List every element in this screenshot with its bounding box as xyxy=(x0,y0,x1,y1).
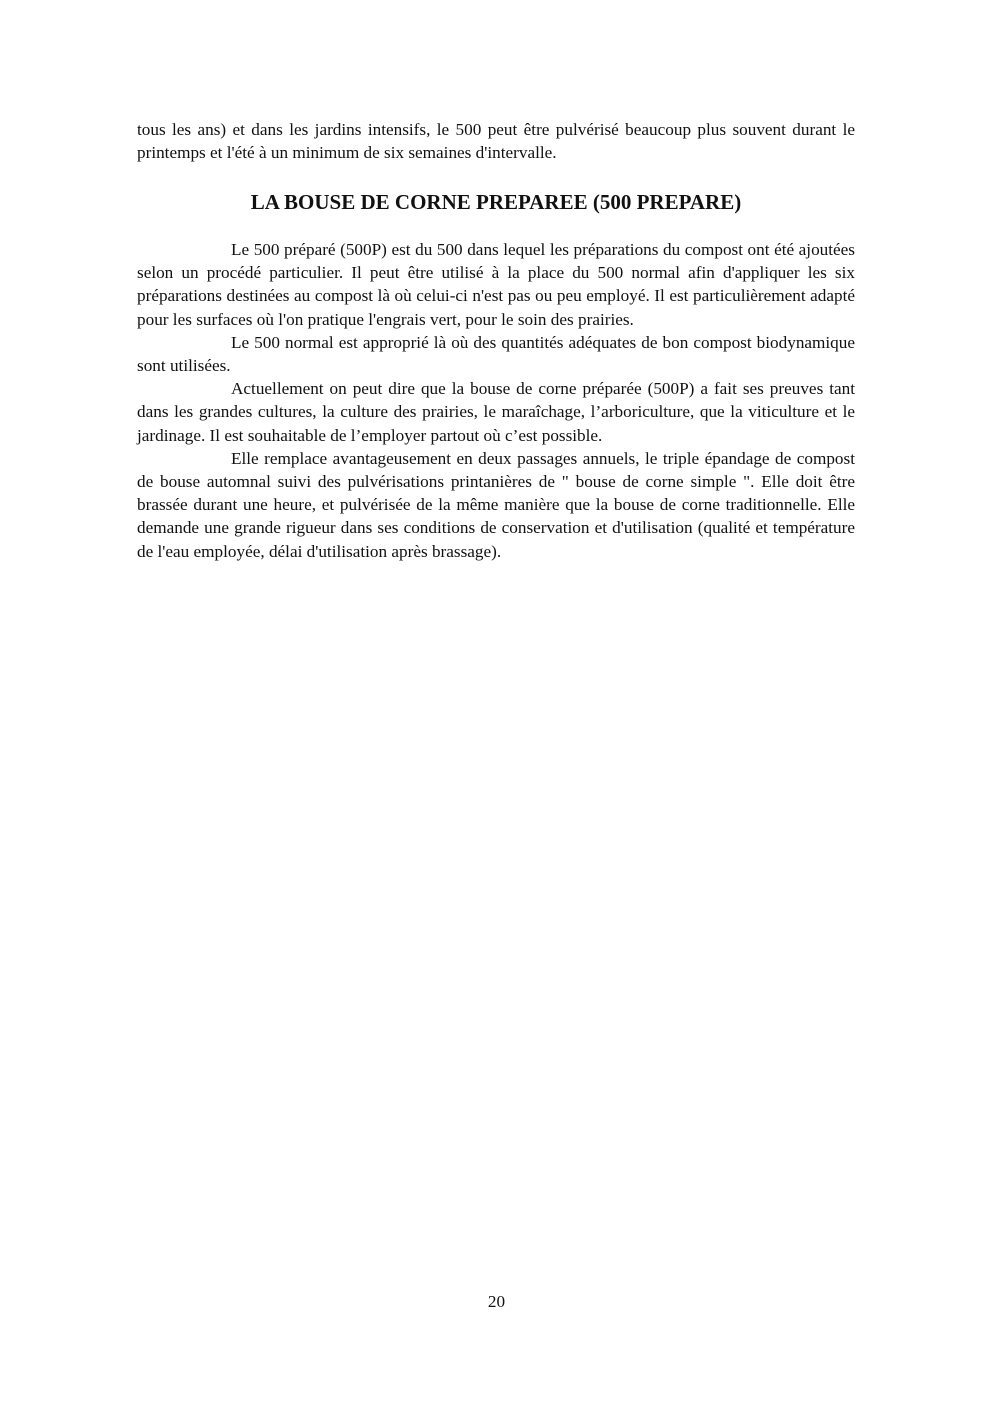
intro-paragraph: tous les ans) et dans les jardins intensifs, le 500 peut être pulvérisé beaucoup plus souvent durant le printemps et l'été à un minimum de six semaines d'intervalle. xyxy=(137,120,855,163)
paragraph-500p-definition: Le 500 préparé (500P) est du 500 dans lequel les préparations du compost ont été ajoutées selon un procédé particulier. Il peut être utilisé à la place du 500 normal afin d'appliquer les six préparations destinées au compost là où celui-ci n'est pas ou peu employé. Il est particulièrement adapté pour les surfaces où l'on pratique l'engrais vert, pour le soin des prairies. xyxy=(137,240,855,329)
body-text-block xyxy=(137,238,855,563)
section-heading: LA BOUSE DE CORNE PREPAREE (500 PREPARE) xyxy=(250,190,742,214)
intro-text-block xyxy=(137,118,855,164)
paragraph-500p-results: Actuellement on peut dire que la bouse de corne préparée (500P) a fait ses preuves tant dans les grandes cultures, la culture des prairies, le maraîchage, l’arboriculture, que la viticulture et le jardinage. Il est souhaitable de l’employer partout où c’est possible. xyxy=(137,379,855,445)
paragraph-500p-usage: Elle remplace avantageusement en deux passages annuels, le triple épandage de compost de bouse automnal suivi des pulvérisations printanières de " bouse de corne simple ". Elle doit être brassée durant une heure, et pulvérisée de la même manière que la bouse de corne traditionnelle. Elle demande une grande rigueur dans ses conditions de conservation et d'utilisation (qualité et température de l'eau employée, délai d'utilisation après brassage). xyxy=(137,448,855,561)
page-number: 20 xyxy=(487,1292,506,1311)
paragraph-500-normal: Le 500 normal est approprié là où des quantités adéquates de bon compost biodynamique sont utilisées. xyxy=(137,332,855,376)
